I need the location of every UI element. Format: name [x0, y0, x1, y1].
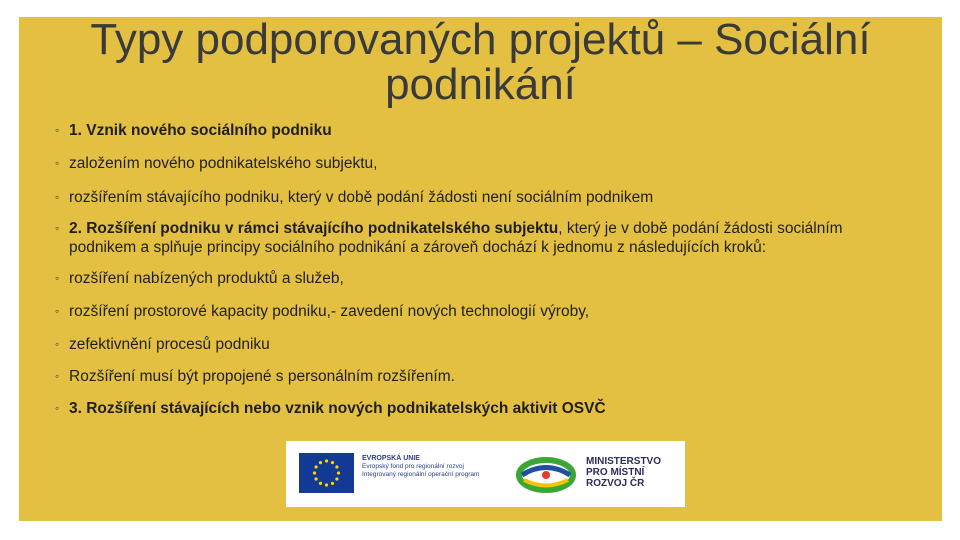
list-item [55, 367, 895, 386]
slide-title [19, 17, 942, 107]
item-text: zefektivnění procesů podniku [69, 336, 270, 353]
item-text: rozšíření prostorové kapacity podniku,- zavedení nových technologií výroby, [69, 303, 590, 320]
eu-stars-icon [299, 453, 354, 493]
bullet-icon: ◦ [55, 221, 60, 235]
bullet-icon: ◦ [55, 123, 60, 137]
list-item [55, 399, 895, 418]
bullet-icon: ◦ [55, 401, 60, 415]
logo-strip [286, 441, 685, 507]
bullet-icon: ◦ [55, 156, 60, 170]
item-text: rozšíření nabízených produktů a služeb, [69, 270, 344, 287]
list-item [55, 335, 895, 354]
bullet-icon: ◦ [55, 190, 60, 204]
list-item [55, 188, 895, 207]
bullet-icon: ◦ [55, 271, 60, 285]
eu-flag-icon [299, 453, 354, 493]
mmr-line1: MINISTERSTVO [586, 456, 662, 467]
bullet-icon: ◦ [55, 337, 60, 351]
mmr-logo-text [586, 456, 661, 489]
bullet-icon: ◦ [55, 369, 60, 383]
item-text: , který je v době podání žádosti sociálním podnikem a splňuje principy sociálního podnikání a zároveň dochází k jednomu z následujících kroků: [69, 220, 843, 256]
item-bold: 3. Rozšíření stávajících nebo vznik nových podnikatelských aktivit OSVČ [69, 400, 606, 417]
item-text: Rozšíření musí být propojené s personálním rozšířením. [69, 368, 455, 385]
item-bold: 2. Rozšíření podniku v rámci stávajícího podnikatelského subjektu [69, 220, 559, 237]
bullet-list [55, 121, 895, 418]
mmr-line2: PRO MÍSTNÍ [586, 467, 645, 478]
eu-logo-line1: EVROPSKÁ UNIE [362, 455, 420, 462]
list-item [55, 219, 895, 257]
list-item [55, 154, 895, 173]
list-item [55, 121, 895, 140]
title-line-2: podnikání [385, 60, 576, 109]
mmr-logo-icon [516, 455, 576, 495]
list-item [55, 302, 895, 321]
item-text: založením nového podnikatelského subjektu, [69, 155, 378, 172]
list-item [55, 269, 895, 288]
item-bold: 1. Vznik nového sociálního podniku [69, 122, 332, 139]
item-text: rozšířením stávajícího podniku, který v době podání žádosti není sociálním podnikem [69, 189, 654, 206]
title-line-1: Typy podporovaných projektů – Sociální [90, 17, 871, 64]
mmr-line3: ROZVOJ ČR [586, 478, 645, 489]
eu-logo-line3: Integrovaný regionální operační program [362, 471, 480, 478]
eu-logo-line2: Evropský fond pro regionální rozvoj [362, 463, 464, 470]
slide [19, 17, 942, 521]
bullet-icon: ◦ [55, 304, 60, 318]
eu-logo-text [362, 455, 512, 479]
